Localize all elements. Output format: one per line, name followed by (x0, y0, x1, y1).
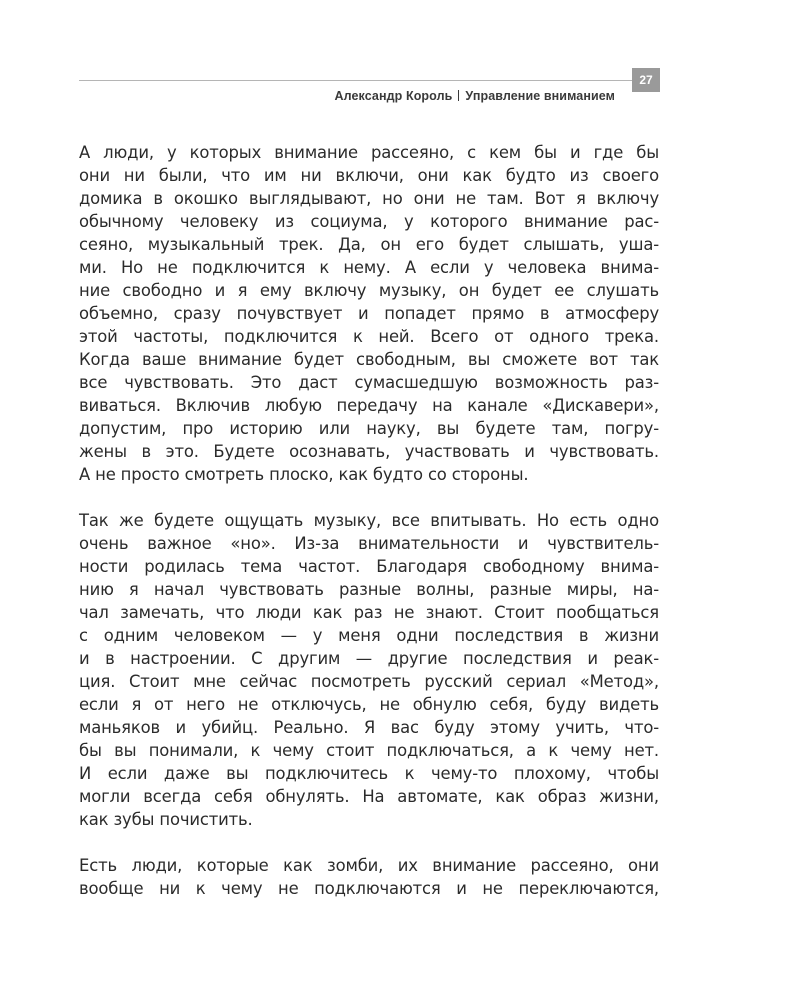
text-line: И если даже вы подключитесь к чему-то плохому, чтобы (79, 764, 659, 783)
text-line: и в настроении. С другим — другие последствия и реак- (79, 649, 659, 668)
text-line: очень важное «но». Из-за внимательности и чувствитель- (79, 534, 659, 553)
running-head (334, 89, 615, 103)
text-line: А люди, у которых внимание рассеяно, с кем бы и где бы (79, 143, 659, 162)
text-line: жены в это. Будете осознавать, участвовать и чувствовать. (79, 442, 659, 461)
text-line: маньяков и убийц. Реально. Я вас буду этому учить, что- (79, 718, 659, 737)
text-line: Так же будете ощущать музыку, все впитывать. Но есть одно (79, 511, 659, 530)
text-line: допустим, про историю или науку, вы будете там, погру- (79, 419, 659, 438)
text-line: могли всегда себя обнулять. На автомате, как образ жизни, (79, 787, 659, 806)
text-line: Есть люди, которые как зомби, их внимание рассеяно, они (79, 856, 659, 875)
text-line: ция. Стоит мне сейчас посмотреть русский сериал «Метод», (79, 672, 659, 691)
text-line: объемно, сразу почувствует и попадет прямо в атмосферу (79, 304, 659, 323)
page-number: 27 (632, 68, 660, 92)
text-line: бы вы понимали, к чему стоит подключаться, а к чему нет. (79, 741, 659, 760)
text-line: нию я начал чувствовать разные волны, разные миры, на- (79, 580, 659, 599)
text-line: сеяно, музыкальный трек. Да, он его будет слышать, уша- (79, 235, 659, 254)
running-head-separator (458, 90, 459, 101)
paragraph-3 (79, 854, 659, 900)
text-line: А не просто смотреть плоско, как будто со стороны. (79, 465, 529, 484)
text-line: чал замечать, что люди как раз не знают. Стоит пообщаться (79, 603, 659, 622)
text-line: обычному человеку из социума, у которого внимание рас- (79, 212, 659, 231)
text-line: они ни были, что им ни включи, они как будто из своего (79, 166, 659, 185)
text-line: как зубы почистить. (79, 810, 253, 829)
text-line: все чувствовать. Это даст сумасшедшую возможность раз- (79, 373, 659, 392)
paragraph-1 (79, 141, 659, 486)
text-line: домика в окошко выглядывают, но они не там. Вот я включу (79, 189, 659, 208)
running-head-author: Александр Король (334, 89, 453, 103)
text-line: Когда ваше внимание будет свободным, вы сможете вот так (79, 350, 659, 369)
text-line: вообще ни к чему не подключаются и не переключаются, (79, 879, 659, 898)
header-rule (79, 80, 632, 81)
body-text (79, 141, 659, 923)
text-line: виваться. Включив любую передачу на канале «Дискавери», (79, 396, 659, 415)
paragraph-2 (79, 509, 659, 831)
text-line: ми. Но не подключится к нему. А если у человека внима- (79, 258, 659, 277)
running-head-title: Управление вниманием (465, 89, 615, 103)
text-line: этой частоты, подключится к ней. Всего от одного трека. (79, 327, 659, 346)
text-line: ности родилась тема частот. Благодаря свободному внима- (79, 557, 659, 576)
text-line: с одним человеком — у меня одни последствия в жизни (79, 626, 659, 645)
text-line: если я от него не отключусь, не обнулю себя, буду видеть (79, 695, 659, 714)
text-line: ние свободно и я ему включу музыку, он будет ее слушать (79, 281, 659, 300)
